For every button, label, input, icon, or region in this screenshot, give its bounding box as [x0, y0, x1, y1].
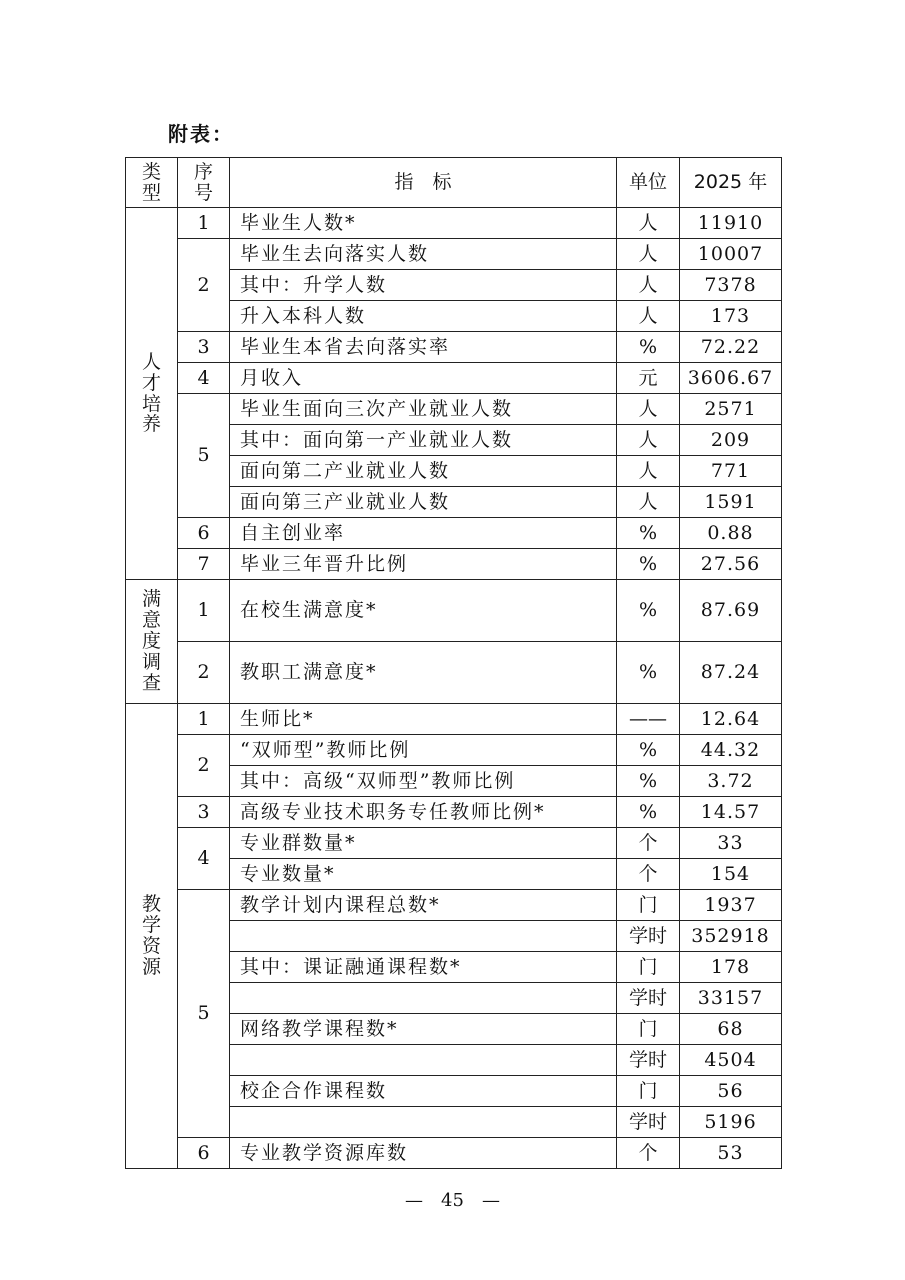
indicator-cell: 月收入 — [230, 363, 617, 394]
indicator-cell — [230, 921, 617, 952]
indicator-cell: 毕业生人数* — [230, 208, 617, 239]
indicator-cell: 教职工满意度* — [230, 642, 617, 704]
unit-cell: % — [617, 332, 680, 363]
unit-cell: 元 — [617, 363, 680, 394]
table-row — [126, 394, 782, 425]
unit-cell: % — [617, 580, 680, 642]
indicator-cell: 校企合作课程数 — [230, 1076, 617, 1107]
seq-cell: 3 — [178, 797, 230, 828]
seq-cell: 6 — [178, 518, 230, 549]
indicator-cell: 面向第三产业就业人数 — [230, 487, 617, 518]
unit-cell: 人 — [617, 425, 680, 456]
seq-cell: 5 — [178, 890, 230, 1138]
value-cell: 173 — [680, 301, 782, 332]
seq-cell: 2 — [178, 735, 230, 797]
table-row — [126, 363, 782, 394]
indicator-cell — [230, 1107, 617, 1138]
table-row — [126, 1138, 782, 1169]
unit-cell: 学时 — [617, 921, 680, 952]
category-satisfaction: 满意度调查 — [126, 580, 178, 704]
unit-cell: 门 — [617, 1076, 680, 1107]
table-row — [126, 332, 782, 363]
table-row — [126, 704, 782, 735]
value-cell: 87.69 — [680, 580, 782, 642]
value-cell: 68 — [680, 1014, 782, 1045]
seq-cell: 2 — [178, 642, 230, 704]
unit-cell: % — [617, 642, 680, 704]
unit-cell: 人 — [617, 239, 680, 270]
indicator-cell: 其中：课证融通课程数* — [230, 952, 617, 983]
value-cell: 33157 — [680, 983, 782, 1014]
table-row — [126, 518, 782, 549]
unit-cell: 人 — [617, 301, 680, 332]
indicator-cell: 面向第二产业就业人数 — [230, 456, 617, 487]
value-cell: 12.64 — [680, 704, 782, 735]
indicator-cell — [230, 1045, 617, 1076]
value-cell: 1937 — [680, 890, 782, 921]
unit-cell: 学时 — [617, 983, 680, 1014]
value-cell: 7378 — [680, 270, 782, 301]
indicator-cell: 其中：升学人数 — [230, 270, 617, 301]
value-cell: 4504 — [680, 1045, 782, 1076]
appendix-title: 附表： — [168, 122, 234, 146]
unit-cell: % — [617, 766, 680, 797]
seq-cell: 1 — [178, 580, 230, 642]
value-cell: 44.32 — [680, 735, 782, 766]
table-row — [126, 797, 782, 828]
table-row — [126, 208, 782, 239]
value-cell: 33 — [680, 828, 782, 859]
value-cell: 209 — [680, 425, 782, 456]
value-cell: 56 — [680, 1076, 782, 1107]
indicator-cell: 毕业生面向三次产业就业人数 — [230, 394, 617, 425]
table-row — [126, 549, 782, 580]
value-cell: 10007 — [680, 239, 782, 270]
unit-cell: % — [617, 549, 680, 580]
page-number: — 45 — — [405, 1190, 500, 1211]
value-cell: 178 — [680, 952, 782, 983]
value-cell: 352918 — [680, 921, 782, 952]
value-cell: 0.88 — [680, 518, 782, 549]
indicator-cell: 升入本科人数 — [230, 301, 617, 332]
indicator-cell: 教学计划内课程总数* — [230, 890, 617, 921]
unit-cell: 人 — [617, 394, 680, 425]
indicator-cell: 其中：面向第一产业就业人数 — [230, 425, 617, 456]
unit-cell: 人 — [617, 270, 680, 301]
unit-cell: 学时 — [617, 1045, 680, 1076]
category-talent: 人才培养 — [126, 208, 178, 580]
value-cell: 771 — [680, 456, 782, 487]
header-indicator: 指 标 — [230, 158, 617, 208]
table-row — [126, 890, 782, 921]
table-row — [126, 735, 782, 766]
value-cell: 14.57 — [680, 797, 782, 828]
header-unit: 单位 — [617, 158, 680, 208]
indicator-cell: 其中：高级“双师型”教师比例 — [230, 766, 617, 797]
indicator-cell: 高级专业技术职务专任教师比例* — [230, 797, 617, 828]
unit-cell: —— — [617, 704, 680, 735]
indicator-cell: 毕业三年晋升比例 — [230, 549, 617, 580]
value-cell: 53 — [680, 1138, 782, 1169]
seq-cell: 1 — [178, 704, 230, 735]
value-cell: 3606.67 — [680, 363, 782, 394]
seq-cell: 7 — [178, 549, 230, 580]
table-header-row — [126, 158, 782, 208]
indicator-cell: 专业教学资源库数 — [230, 1138, 617, 1169]
indicator-cell: 自主创业率 — [230, 518, 617, 549]
indicator-cell: 网络教学课程数* — [230, 1014, 617, 1045]
unit-cell: 门 — [617, 890, 680, 921]
seq-cell: 5 — [178, 394, 230, 518]
indicator-cell: 在校生满意度* — [230, 580, 617, 642]
value-cell: 87.24 — [680, 642, 782, 704]
value-cell: 154 — [680, 859, 782, 890]
unit-cell: % — [617, 735, 680, 766]
value-cell: 27.56 — [680, 549, 782, 580]
indicator-cell — [230, 983, 617, 1014]
indicator-cell: 毕业生本省去向落实率 — [230, 332, 617, 363]
unit-cell: % — [617, 518, 680, 549]
value-cell: 1591 — [680, 487, 782, 518]
seq-cell: 4 — [178, 363, 230, 394]
appendix-table — [125, 157, 782, 1169]
unit-cell: 人 — [617, 208, 680, 239]
indicator-cell: 专业群数量* — [230, 828, 617, 859]
unit-cell: 门 — [617, 1014, 680, 1045]
value-cell: 2571 — [680, 394, 782, 425]
value-cell: 3.72 — [680, 766, 782, 797]
seq-cell: 3 — [178, 332, 230, 363]
category-resources: 教学资源 — [126, 704, 178, 1169]
seq-cell: 2 — [178, 239, 230, 332]
header-seq: 序号 — [178, 158, 230, 208]
unit-cell: 个 — [617, 859, 680, 890]
unit-cell: 个 — [617, 1138, 680, 1169]
table-row — [126, 828, 782, 859]
unit-cell: 门 — [617, 952, 680, 983]
seq-cell: 6 — [178, 1138, 230, 1169]
header-type: 类型 — [126, 158, 178, 208]
table-row — [126, 580, 782, 642]
value-cell: 11910 — [680, 208, 782, 239]
indicator-cell: 专业数量* — [230, 859, 617, 890]
unit-cell: 学时 — [617, 1107, 680, 1138]
seq-cell: 1 — [178, 208, 230, 239]
header-year: 2025 年 — [680, 158, 782, 208]
unit-cell: % — [617, 797, 680, 828]
indicator-cell: “双师型”教师比例 — [230, 735, 617, 766]
indicator-cell: 生师比* — [230, 704, 617, 735]
value-cell: 5196 — [680, 1107, 782, 1138]
seq-cell: 4 — [178, 828, 230, 890]
value-cell: 72.22 — [680, 332, 782, 363]
indicator-cell: 毕业生去向落实人数 — [230, 239, 617, 270]
unit-cell: 个 — [617, 828, 680, 859]
unit-cell: 人 — [617, 487, 680, 518]
table-row — [126, 642, 782, 704]
table-row — [126, 239, 782, 270]
unit-cell: 人 — [617, 456, 680, 487]
